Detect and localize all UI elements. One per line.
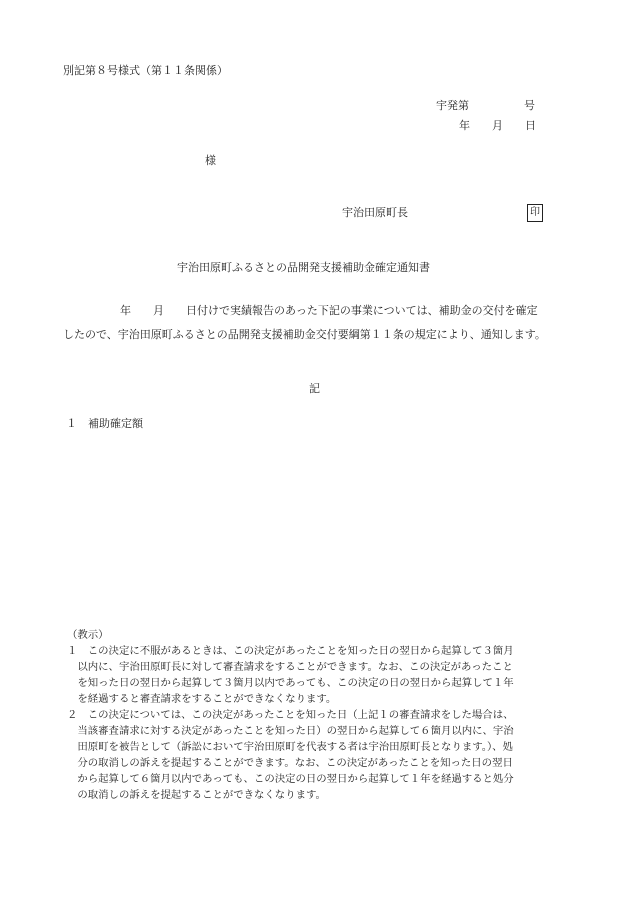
- body-line-2: したので、宇治田原町ふるさとの品開発支援補助金交付要綱第１１条の規定により、通知します。: [63, 328, 546, 341]
- issuer-name: 宇治田原町長: [342, 206, 408, 219]
- note-2-line: 当該審査請求に対する決定があったことを知った日）の翌日から起算して６箇月以内に、宇治: [67, 725, 514, 737]
- note-2-line: ２ この決定については、この決定があったことを知った日（上記１の審査請求をした場合は、: [67, 709, 514, 721]
- note-1-line: を経過すると審査請求をすることができなくなります。: [67, 693, 337, 705]
- note-2-line: 田原町を被告として（訴訟において宇治田原町を代表する者は宇治田原町長となります。）、処: [67, 741, 513, 753]
- note-2-line: から起算して６箇月以内であっても、この決定の日の翌日から起算して１年を経過すると処分: [67, 773, 514, 785]
- document-date: 年 月 日: [459, 119, 536, 132]
- ki-heading: 記: [309, 382, 320, 395]
- item-subsidy-amount: １ 補助確定額: [66, 417, 143, 430]
- note-1-line: を知った日の翌日から起算して３箇月以内であっても、この決定の日の翌日から起算して１年: [67, 677, 514, 689]
- document-title: 宇治田原町ふるさとの品開発支援補助金確定通知書: [177, 261, 430, 274]
- form-identifier: 別記第８号様式（第１１条関係）: [63, 64, 228, 77]
- document-number: 宇発第 号: [436, 99, 535, 112]
- instruction-notes: [67, 627, 587, 803]
- note-2-line: の取消しの訴えを提起することができなくなります。: [67, 789, 326, 801]
- addressee-honorific: 様: [205, 154, 216, 167]
- note-2-line: 分の取消しの訴えを提起することができます。なお、この決定があったことを知った日の翌日: [67, 757, 513, 769]
- seal-stamp: 印: [527, 204, 543, 222]
- body-line-1: 年 月 日付けで実績報告のあった下記の事業については、補助金の交付を確定: [120, 304, 538, 317]
- notes-heading: （教示）: [67, 629, 109, 641]
- note-1-line: １ この決定に不服があるときは、この決定があったことを知った日の翌日から起算して３箇月: [67, 645, 514, 657]
- note-1-line: 以内に、宇治田原町長に対して審査請求をすることができます。なお、この決定があったこと: [67, 661, 513, 673]
